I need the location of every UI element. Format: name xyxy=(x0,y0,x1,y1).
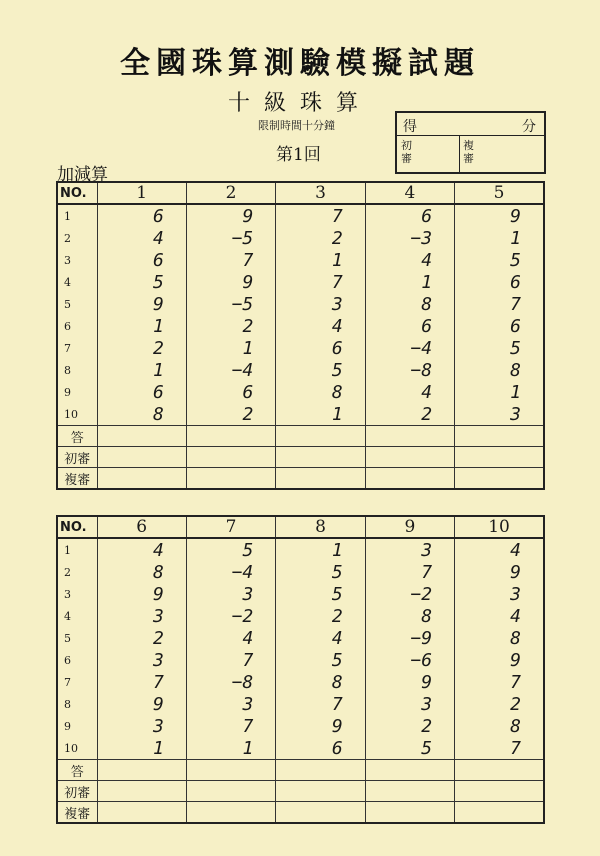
review-cell[interactable] xyxy=(455,468,544,490)
answer-cell[interactable] xyxy=(455,426,544,447)
answer-cell[interactable] xyxy=(97,426,186,447)
review-cell[interactable] xyxy=(186,802,275,824)
problem-value: 7 xyxy=(186,249,275,271)
problem-value: −9 xyxy=(365,627,454,649)
problem-row xyxy=(57,315,544,337)
problem-value: 1 xyxy=(276,249,365,271)
review-cell[interactable] xyxy=(276,468,365,490)
problem-value: 2 xyxy=(97,627,186,649)
answer-cell[interactable] xyxy=(97,760,186,781)
level-subtitle: 十級珠算 xyxy=(227,91,372,116)
row-number: 10 xyxy=(57,737,97,760)
problem-row xyxy=(57,227,544,249)
problem-value: 6 xyxy=(455,271,544,293)
problem-value: 5 xyxy=(186,538,275,561)
problem-row xyxy=(57,693,544,715)
problem-value: 9 xyxy=(97,693,186,715)
problem-value: 5 xyxy=(365,737,454,760)
problem-value: 8 xyxy=(365,605,454,627)
problem-value: 3 xyxy=(365,693,454,715)
problem-value: 7 xyxy=(276,204,365,227)
problem-value: −3 xyxy=(365,227,454,249)
problem-value: 7 xyxy=(186,715,275,737)
footer-row xyxy=(57,781,544,802)
problem-value: 8 xyxy=(365,293,454,315)
problem-value: 3 xyxy=(97,605,186,627)
round-label: 第1回 xyxy=(276,145,321,165)
column-header-10: 10 xyxy=(455,516,544,538)
problem-value: 9 xyxy=(186,204,275,227)
review-cell[interactable] xyxy=(276,447,365,468)
row-number: 10 xyxy=(57,403,97,426)
first-review-label: 初審 xyxy=(401,139,412,165)
problem-value: 4 xyxy=(276,627,365,649)
time-limit: 限制時間十分鐘 xyxy=(258,119,335,132)
review-cell[interactable] xyxy=(365,468,454,490)
score-unit: 分 xyxy=(522,119,536,135)
row-number: 3 xyxy=(57,583,97,605)
row-number: 7 xyxy=(57,671,97,693)
review-cell[interactable] xyxy=(97,447,186,468)
score-box xyxy=(395,111,546,174)
column-header-4: 4 xyxy=(365,182,454,204)
problem-value: 2 xyxy=(97,337,186,359)
review-cell[interactable] xyxy=(365,447,454,468)
row-number: 1 xyxy=(57,538,97,561)
problem-value: 3 xyxy=(365,538,454,561)
problem-row xyxy=(57,715,544,737)
problem-row xyxy=(57,605,544,627)
answer-cell[interactable] xyxy=(276,760,365,781)
problem-value: 3 xyxy=(186,583,275,605)
problem-value: 9 xyxy=(455,204,544,227)
problem-value: 1 xyxy=(97,737,186,760)
footer-label: 初審 xyxy=(57,781,97,802)
column-header-6: 6 xyxy=(97,516,186,538)
row-number: 2 xyxy=(57,561,97,583)
row-number: 9 xyxy=(57,381,97,403)
first-review-cell[interactable] xyxy=(397,135,460,172)
problem-value: 1 xyxy=(186,737,275,760)
problem-value: 5 xyxy=(276,583,365,605)
problem-value: 6 xyxy=(455,315,544,337)
problem-row xyxy=(57,561,544,583)
problem-value: 3 xyxy=(97,715,186,737)
footer-row xyxy=(57,468,544,490)
problem-value: 9 xyxy=(455,649,544,671)
column-header-3: 3 xyxy=(276,182,365,204)
second-review-label: 複審 xyxy=(463,139,474,165)
row-number: 3 xyxy=(57,249,97,271)
problem-value: 6 xyxy=(97,249,186,271)
problem-value: 2 xyxy=(365,403,454,426)
review-cell[interactable] xyxy=(455,447,544,468)
problem-value: −4 xyxy=(186,359,275,381)
problem-value: 9 xyxy=(455,561,544,583)
problem-value: 1 xyxy=(455,381,544,403)
row-number: 6 xyxy=(57,649,97,671)
footer-label: 答 xyxy=(57,426,97,447)
column-header-2: 2 xyxy=(186,182,275,204)
problem-value: 8 xyxy=(455,359,544,381)
problem-value: 9 xyxy=(97,583,186,605)
second-review-cell[interactable] xyxy=(459,135,544,172)
problem-value: 2 xyxy=(455,693,544,715)
problem-value: −2 xyxy=(186,605,275,627)
problem-value: 1 xyxy=(97,315,186,337)
problem-value: 6 xyxy=(97,204,186,227)
problem-value: 1 xyxy=(276,403,365,426)
problem-value: 5 xyxy=(97,271,186,293)
answer-cell[interactable] xyxy=(365,426,454,447)
problem-value: −8 xyxy=(365,359,454,381)
review-cell[interactable] xyxy=(276,802,365,824)
problem-row xyxy=(57,403,544,426)
problem-value: 1 xyxy=(276,538,365,561)
problem-row xyxy=(57,538,544,561)
review-cell[interactable] xyxy=(455,781,544,802)
review-cell[interactable] xyxy=(97,781,186,802)
problem-row xyxy=(57,381,544,403)
row-number: 7 xyxy=(57,337,97,359)
problem-value: 3 xyxy=(186,693,275,715)
problem-table-2 xyxy=(56,515,545,824)
problem-value: 8 xyxy=(455,627,544,649)
problem-value: 9 xyxy=(186,271,275,293)
problem-value: −6 xyxy=(365,649,454,671)
problem-value: 6 xyxy=(97,381,186,403)
problem-value: 8 xyxy=(455,715,544,737)
problem-value: 6 xyxy=(276,337,365,359)
no-header: NO. xyxy=(57,516,97,538)
problem-value: 4 xyxy=(365,381,454,403)
problem-value: −5 xyxy=(186,293,275,315)
problem-value: 6 xyxy=(365,204,454,227)
problem-value: 6 xyxy=(186,381,275,403)
review-cell[interactable] xyxy=(455,802,544,824)
problem-value: 4 xyxy=(455,605,544,627)
problem-row xyxy=(57,249,544,271)
answer-cell[interactable] xyxy=(186,760,275,781)
review-cell[interactable] xyxy=(365,802,454,824)
column-header-1: 1 xyxy=(97,182,186,204)
problem-value: 7 xyxy=(455,737,544,760)
problem-row xyxy=(57,271,544,293)
column-header-9: 9 xyxy=(365,516,454,538)
review-cell[interactable] xyxy=(186,447,275,468)
footer-label: 複審 xyxy=(57,468,97,490)
problem-value: 7 xyxy=(455,293,544,315)
problem-value: 8 xyxy=(276,381,365,403)
problem-value: 8 xyxy=(97,561,186,583)
problem-row xyxy=(57,204,544,227)
problem-value: 2 xyxy=(186,403,275,426)
problem-value: 5 xyxy=(276,649,365,671)
problem-value: 7 xyxy=(97,671,186,693)
problem-value: 5 xyxy=(455,249,544,271)
problem-value: −8 xyxy=(186,671,275,693)
problem-value: 9 xyxy=(365,671,454,693)
problem-value: 7 xyxy=(455,671,544,693)
problem-table-1 xyxy=(56,181,545,490)
problem-value: 4 xyxy=(455,538,544,561)
problem-value: 9 xyxy=(276,715,365,737)
footer-row xyxy=(57,760,544,781)
problem-value: 1 xyxy=(186,337,275,359)
problem-value: 5 xyxy=(276,561,365,583)
review-cell[interactable] xyxy=(97,468,186,490)
problem-value: 7 xyxy=(365,561,454,583)
problem-value: −4 xyxy=(186,561,275,583)
problem-row xyxy=(57,737,544,760)
answer-cell[interactable] xyxy=(365,760,454,781)
review-cell[interactable] xyxy=(365,781,454,802)
row-number: 5 xyxy=(57,293,97,315)
row-number: 4 xyxy=(57,271,97,293)
review-cell[interactable] xyxy=(186,468,275,490)
problem-row xyxy=(57,671,544,693)
problem-value: 3 xyxy=(455,583,544,605)
row-number: 8 xyxy=(57,359,97,381)
problem-value: 7 xyxy=(186,649,275,671)
footer-row xyxy=(57,447,544,468)
column-header-5: 5 xyxy=(455,182,544,204)
answer-cell[interactable] xyxy=(455,760,544,781)
problem-value: 9 xyxy=(97,293,186,315)
problem-value: 8 xyxy=(276,671,365,693)
problem-value: 2 xyxy=(365,715,454,737)
answer-cell[interactable] xyxy=(276,426,365,447)
problem-value: 5 xyxy=(455,337,544,359)
problem-value: 6 xyxy=(365,315,454,337)
score-label: 得 xyxy=(403,119,417,135)
problem-row xyxy=(57,649,544,671)
problem-value: 2 xyxy=(276,227,365,249)
problem-value: 4 xyxy=(97,538,186,561)
problem-value: 8 xyxy=(97,403,186,426)
section-label: 加減算 xyxy=(57,165,108,185)
exam-title: 全國珠算測驗模擬試題 xyxy=(120,46,480,81)
problem-value: 5 xyxy=(276,359,365,381)
footer-row xyxy=(57,426,544,447)
problem-value: 4 xyxy=(276,315,365,337)
row-number: 1 xyxy=(57,204,97,227)
problem-value: −5 xyxy=(186,227,275,249)
problem-value: 3 xyxy=(455,403,544,426)
problem-value: 7 xyxy=(276,271,365,293)
problem-row xyxy=(57,627,544,649)
row-number: 4 xyxy=(57,605,97,627)
problem-value: 3 xyxy=(97,649,186,671)
footer-label: 答 xyxy=(57,760,97,781)
review-cell[interactable] xyxy=(97,802,186,824)
review-cell[interactable] xyxy=(186,781,275,802)
row-number: 5 xyxy=(57,627,97,649)
problem-value: −4 xyxy=(365,337,454,359)
problem-row xyxy=(57,337,544,359)
problem-value: 4 xyxy=(365,249,454,271)
problem-value: 2 xyxy=(186,315,275,337)
problem-value: 4 xyxy=(97,227,186,249)
column-header-8: 8 xyxy=(276,516,365,538)
problem-value: 6 xyxy=(276,737,365,760)
row-number: 9 xyxy=(57,715,97,737)
problem-row xyxy=(57,583,544,605)
answer-cell[interactable] xyxy=(186,426,275,447)
row-number: 2 xyxy=(57,227,97,249)
no-header: NO. xyxy=(57,182,97,204)
footer-label: 初審 xyxy=(57,447,97,468)
review-cell[interactable] xyxy=(276,781,365,802)
footer-row xyxy=(57,802,544,824)
problem-value: 7 xyxy=(276,693,365,715)
problem-value: 1 xyxy=(97,359,186,381)
problem-row xyxy=(57,359,544,381)
problem-value: 1 xyxy=(455,227,544,249)
problem-value: 2 xyxy=(276,605,365,627)
problem-row xyxy=(57,293,544,315)
column-header-7: 7 xyxy=(186,516,275,538)
problem-value: 1 xyxy=(365,271,454,293)
row-number: 6 xyxy=(57,315,97,337)
problem-value: 4 xyxy=(186,627,275,649)
row-number: 8 xyxy=(57,693,97,715)
problem-value: 3 xyxy=(276,293,365,315)
problem-value: −2 xyxy=(365,583,454,605)
footer-label: 複審 xyxy=(57,802,97,824)
